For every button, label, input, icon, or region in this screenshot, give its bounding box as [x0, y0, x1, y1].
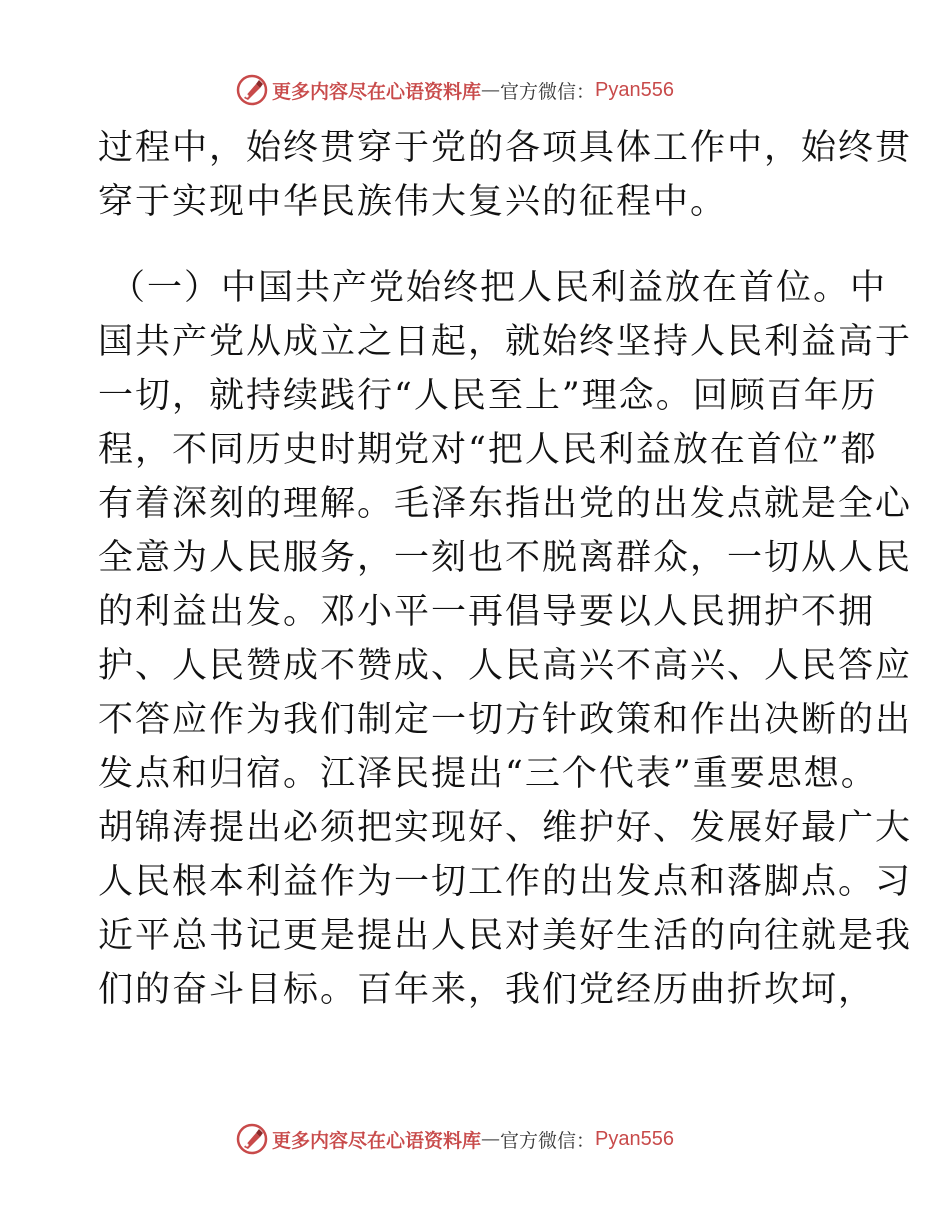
header-watermark — [236, 73, 674, 107]
watermark-wechat-id: Pyan556 — [595, 1127, 674, 1150]
watermark-separator: — — [481, 79, 501, 101]
paragraph-gap — [98, 229, 858, 261]
watermark-wechat-label: 官方微信： — [500, 1129, 596, 1152]
section-heading-line: （一）中国共产党始终把人民利益放在首位。中 — [110, 268, 888, 308]
watermark-wechat-label: 官方微信： — [500, 80, 596, 103]
text-line: 穿于实现中华民族伟大复兴的征程中。 — [98, 182, 728, 222]
text-line: 国共产党从成立之日起，就始终坚持人民利益高于 — [98, 322, 913, 362]
document-body — [98, 121, 913, 1017]
footer-watermark — [236, 1122, 674, 1156]
text-line: 人民根本利益作为一切工作的出发点和落脚点。习 — [98, 862, 913, 902]
paragraph-2 — [98, 261, 913, 1017]
text-line: 有着深刻的理解。毛泽东指出党的出发点就是全心 — [98, 484, 913, 524]
text-line: 程，不同历史时期党对“把人民利益放在首位”都 — [98, 430, 878, 470]
watermark-brand: 更多内容尽在心语资料库 — [272, 1129, 482, 1152]
text-line: 胡锦涛提出必须把实现好、维护好、发展好最广大 — [98, 808, 913, 848]
text-line: 近平总书记更是提出人民对美好生活的向往就是我 — [98, 916, 913, 956]
text-line: 全意为人民服务，一刻也不脱离群众，一切从人民 — [98, 538, 913, 578]
text-line: 护、人民赞成不赞成、人民高兴不高兴、人民答应 — [98, 646, 913, 686]
text-line: 不答应作为我们制定一切方针政策和作出决断的出 — [98, 700, 913, 740]
text-line: 的利益出发。邓小平一再倡导要以人民拥护不拥 — [98, 592, 876, 632]
text-line: 发点和归宿。江泽民提出“三个代表”重要思想。 — [98, 754, 878, 794]
pen-nib-logo-icon — [236, 1123, 268, 1155]
pen-nib-logo-icon — [236, 74, 268, 106]
text-line: 过程中，始终贯穿于党的各项具体工作中，始终贯 — [98, 128, 913, 168]
watermark-separator: — — [481, 1128, 501, 1150]
watermark-brand: 更多内容尽在心语资料库 — [272, 80, 482, 103]
text-line: 们的奋斗目标。百年来，我们党经历曲折坎坷， — [98, 970, 876, 1010]
text-line: 一切，就持续践行“人民至上”理念。回顾百年历 — [98, 376, 878, 416]
watermark-wechat-id: Pyan556 — [595, 78, 674, 101]
paragraph-1 — [98, 121, 913, 229]
